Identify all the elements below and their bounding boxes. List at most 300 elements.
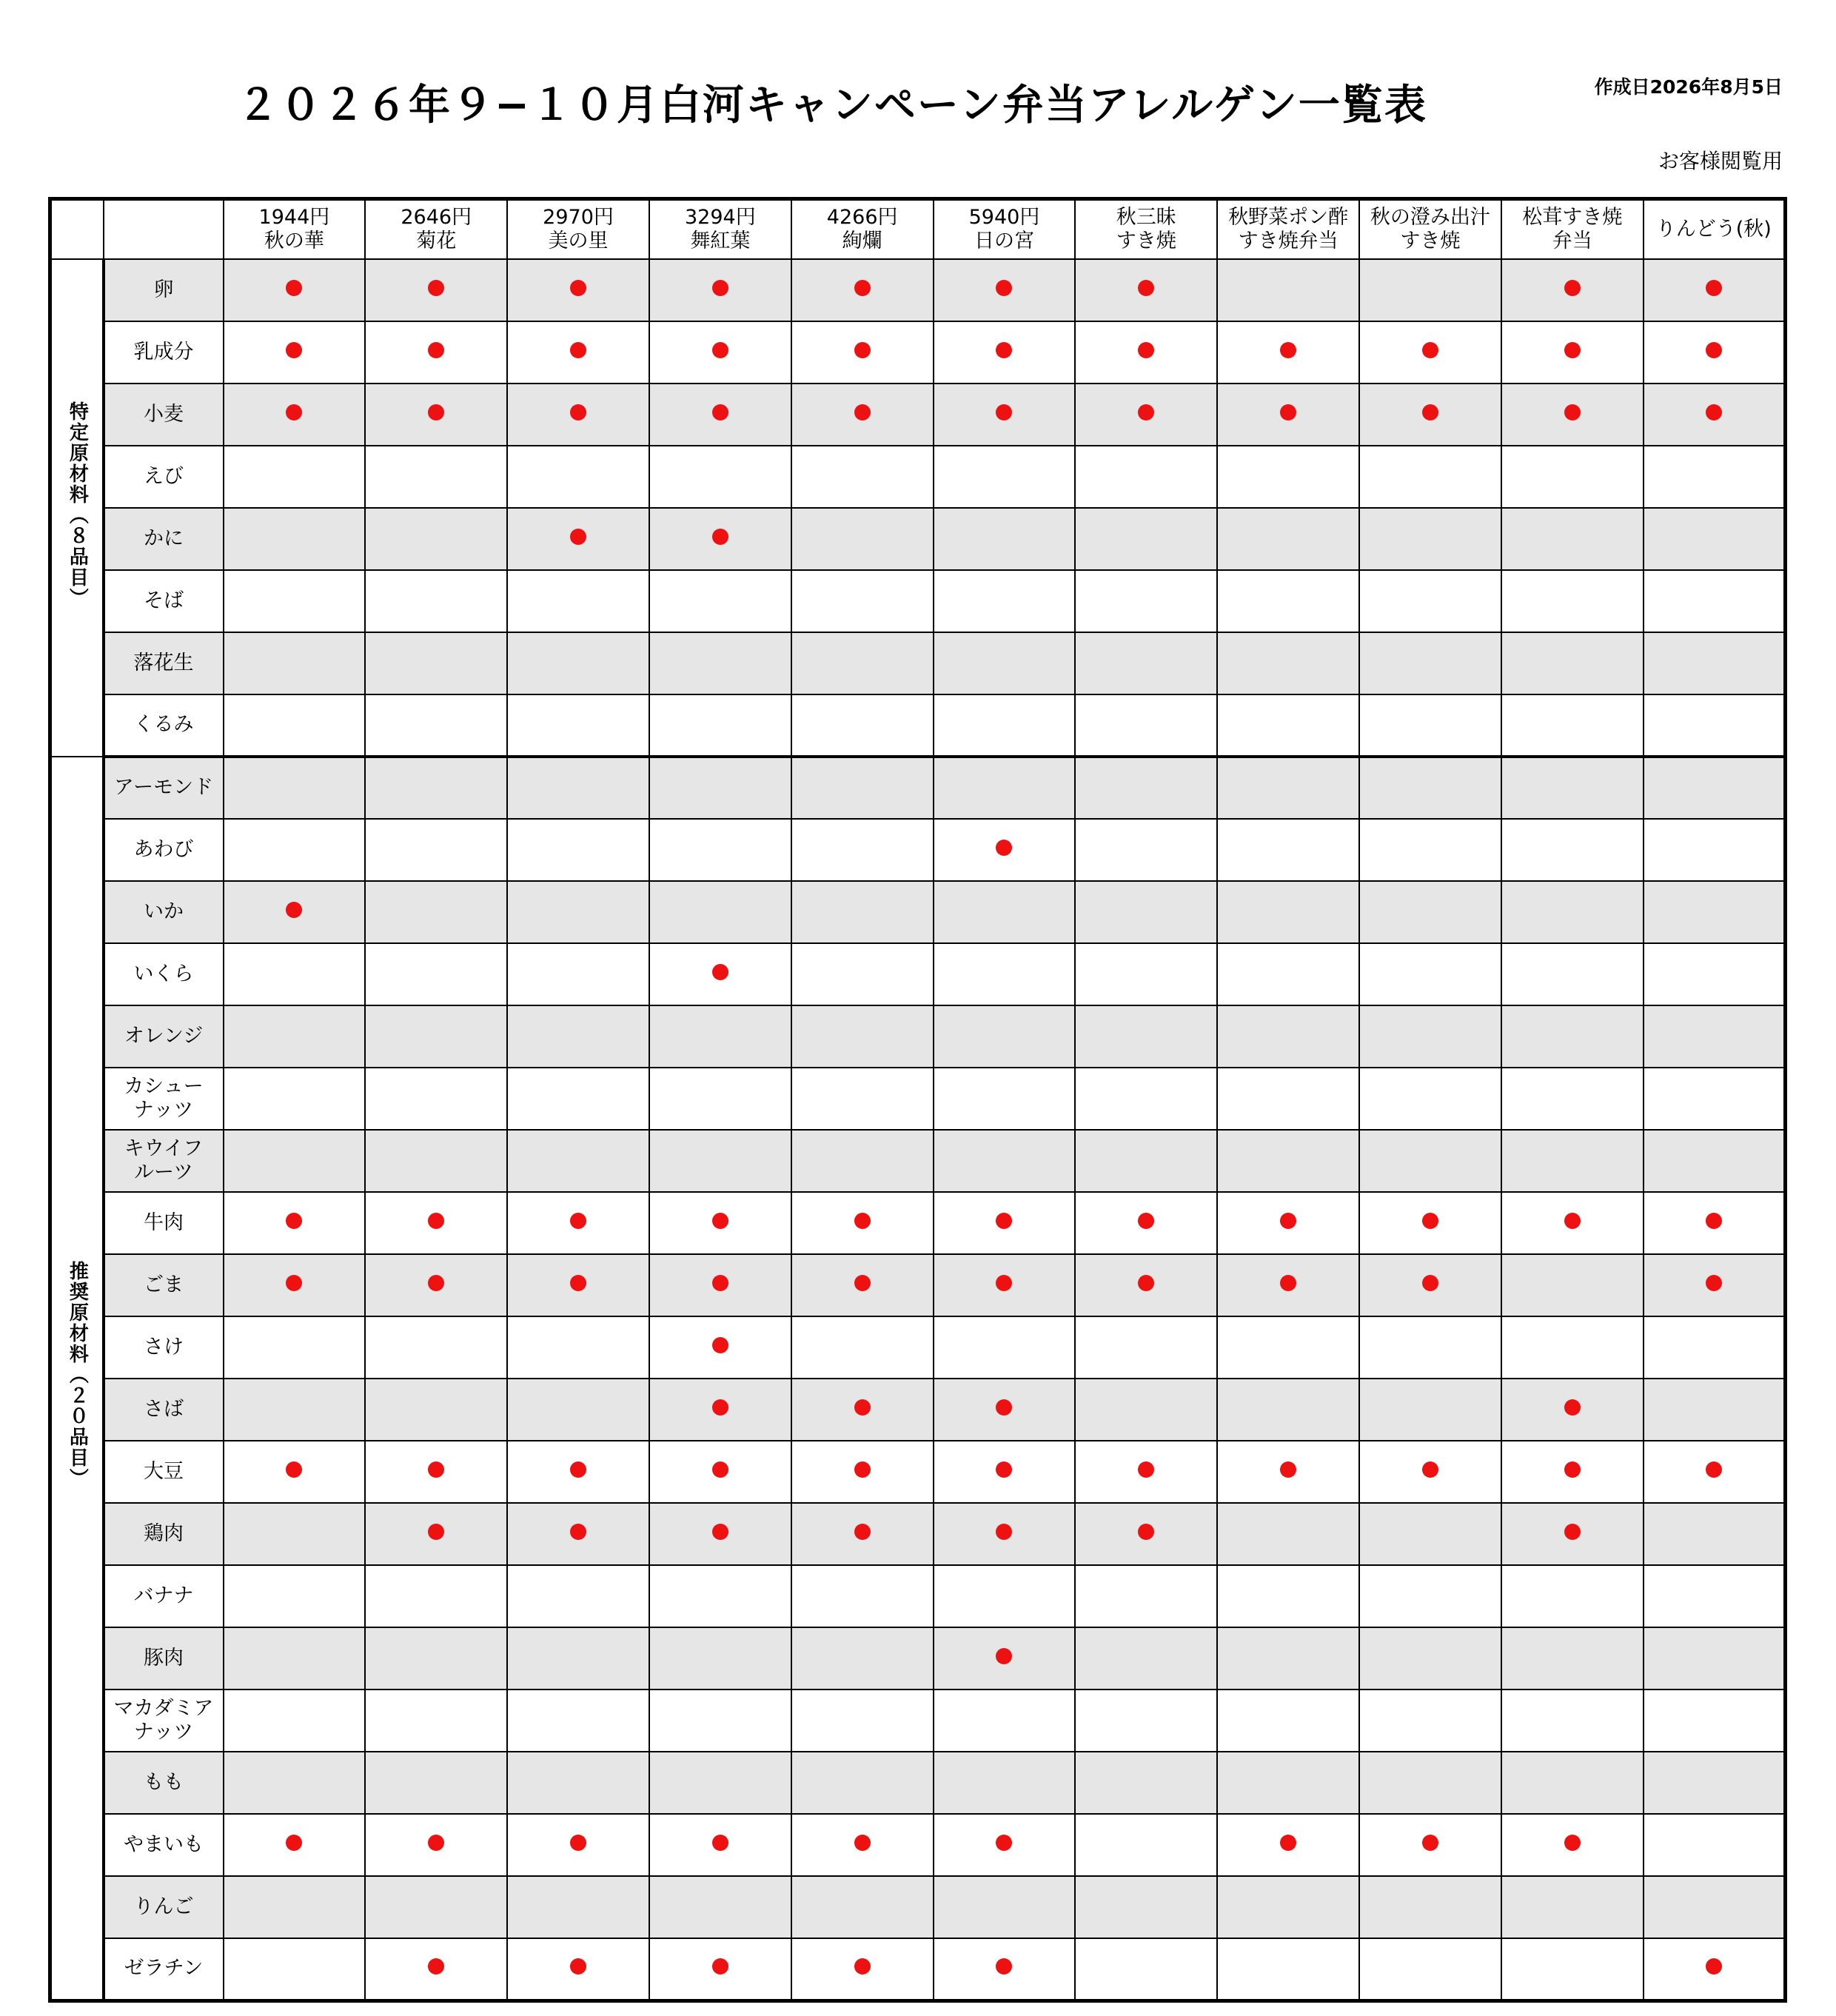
table-row	[50, 1441, 1786, 1503]
table-row	[50, 1627, 1786, 1690]
allergen-name-cell	[104, 943, 224, 1005]
allergen-cell	[791, 1627, 934, 1690]
allergen-cell	[507, 1752, 649, 1814]
table-row	[50, 446, 1786, 508]
allergen-name: キウイフ	[124, 1136, 204, 1160]
allergen-name-cell	[104, 881, 224, 943]
allergen-cell	[1217, 1565, 1359, 1627]
table-row	[50, 1565, 1786, 1627]
allergen-name-cell	[104, 694, 224, 757]
allergen-cell	[1075, 1876, 1217, 1938]
allergen-cell	[224, 446, 366, 508]
allergen-cell	[649, 819, 791, 881]
column-header-line: すき焼弁当	[1238, 230, 1339, 252]
allergen-cell	[1075, 1068, 1217, 1130]
table-row	[50, 1938, 1786, 2000]
contains-dot-icon	[286, 1835, 302, 1851]
contains-dot-icon	[286, 1461, 302, 1478]
allergen-cell	[1644, 819, 1786, 881]
allergen-cell	[1075, 570, 1217, 632]
contains-dot-icon	[1138, 404, 1154, 421]
allergen-cell	[507, 1503, 649, 1565]
corner-cell	[50, 199, 104, 260]
allergen-cell	[507, 1627, 649, 1690]
contains-dot-icon	[854, 1213, 871, 1229]
allergen-cell	[1075, 508, 1217, 570]
contains-dot-icon	[996, 280, 1012, 296]
allergen-cell	[507, 1316, 649, 1379]
allergen-cell	[1501, 384, 1644, 446]
allergen-name: アーモンド	[113, 776, 214, 800]
allergen-cell	[1644, 321, 1786, 384]
contains-dot-icon	[1422, 1835, 1438, 1851]
allergen-cell	[934, 446, 1076, 508]
allergen-cell	[365, 1503, 507, 1565]
contains-dot-icon	[570, 1213, 586, 1229]
allergen-cell	[507, 881, 649, 943]
allergen-cell	[1217, 1876, 1359, 1938]
allergen-cell	[365, 1068, 507, 1130]
contains-dot-icon	[712, 1337, 728, 1353]
column-header-5	[791, 199, 934, 260]
allergen-cell	[365, 1814, 507, 1876]
allergen-cell	[1359, 1068, 1501, 1130]
allergen-cell	[1501, 881, 1644, 943]
column-header-4	[649, 199, 791, 260]
allergen-cell	[1644, 757, 1786, 819]
contains-dot-icon	[996, 404, 1012, 421]
contains-dot-icon	[428, 280, 444, 296]
column-header-line: 絢爛	[842, 230, 882, 252]
allergen-cell	[1644, 1690, 1786, 1752]
table-row	[50, 1876, 1786, 1938]
contains-dot-icon	[570, 342, 586, 358]
allergen-name: 豚肉	[144, 1646, 184, 1670]
allergen-cell	[791, 570, 934, 632]
allergen-name-cell	[104, 259, 224, 321]
contains-dot-icon	[1564, 1835, 1581, 1851]
contains-dot-icon	[1280, 1461, 1296, 1478]
allergen-cell	[791, 757, 934, 819]
allergen-cell	[224, 570, 366, 632]
allergen-cell	[649, 694, 791, 757]
allergen-cell	[1359, 384, 1501, 446]
allergen-cell	[1501, 446, 1644, 508]
allergen-name-cell	[104, 1192, 224, 1254]
allergen-cell	[365, 1254, 507, 1316]
allergen-cell	[649, 259, 791, 321]
allergen-cell	[1359, 570, 1501, 632]
allergen-cell	[365, 508, 507, 570]
allergen-cell	[934, 1752, 1076, 1814]
allergen-cell	[1359, 259, 1501, 321]
allergen-cell	[791, 1503, 934, 1565]
allergen-cell	[1359, 943, 1501, 1005]
allergen-cell	[1501, 1814, 1644, 1876]
allergen-cell	[1501, 1254, 1644, 1316]
table-row	[50, 1316, 1786, 1379]
allergen-cell	[649, 1565, 791, 1627]
allergen-cell	[1644, 1005, 1786, 1068]
allergen-cell	[649, 943, 791, 1005]
allergen-name-cell	[104, 1441, 224, 1503]
viewer-note: お客様閲覧用	[1658, 149, 1783, 173]
allergen-cell	[791, 881, 934, 943]
contains-dot-icon	[712, 280, 728, 296]
contains-dot-icon	[1706, 1461, 1722, 1478]
allergen-cell	[507, 1565, 649, 1627]
contains-dot-icon	[286, 404, 302, 421]
allergen-cell	[224, 259, 366, 321]
allergen-cell	[649, 1192, 791, 1254]
allergen-name-cell	[104, 1254, 224, 1316]
allergen-cell	[934, 1130, 1076, 1192]
contains-dot-icon	[286, 342, 302, 358]
allergen-cell	[649, 1130, 791, 1192]
allergen-cell	[224, 881, 366, 943]
allergen-cell	[1644, 632, 1786, 694]
contains-dot-icon	[1280, 342, 1296, 358]
allergen-cell	[791, 1814, 934, 1876]
allergen-cell	[934, 1876, 1076, 1938]
allergen-cell	[365, 1005, 507, 1068]
allergen-cell	[791, 943, 934, 1005]
allergen-cell	[1501, 1752, 1644, 1814]
allergen-cell	[365, 1565, 507, 1627]
table-row	[50, 1503, 1786, 1565]
contains-dot-icon	[996, 1958, 1012, 1975]
allergen-name-cell	[104, 819, 224, 881]
column-header-line: 松茸すき焼	[1522, 205, 1623, 229]
allergen-cell	[224, 1005, 366, 1068]
column-header-1	[224, 199, 366, 260]
allergen-cell	[1217, 1752, 1359, 1814]
allergen-cell	[507, 1690, 649, 1752]
column-header-line: 弁当	[1552, 230, 1592, 252]
allergen-cell	[1075, 1379, 1217, 1441]
allergen-cell	[934, 1316, 1076, 1379]
table-row	[50, 384, 1786, 446]
allergen-cell	[1644, 570, 1786, 632]
allergen-cell	[649, 1503, 791, 1565]
allergen-cell	[1359, 1316, 1501, 1379]
allergen-cell	[1359, 1938, 1501, 2000]
allergen-name: いくら	[133, 962, 194, 985]
contains-dot-icon	[996, 1461, 1012, 1478]
allergen-cell	[224, 1752, 366, 1814]
allergen-cell	[934, 1690, 1076, 1752]
allergen-cell	[224, 1503, 366, 1565]
allergen-cell	[1501, 819, 1644, 881]
contains-dot-icon	[1280, 1835, 1296, 1851]
contains-dot-icon	[570, 1958, 586, 1975]
allergen-cell	[791, 819, 934, 881]
allergen-name: 鶏肉	[144, 1521, 184, 1545]
allergen-cell	[791, 1254, 934, 1316]
contains-dot-icon	[1280, 1275, 1296, 1291]
contains-dot-icon	[1138, 1275, 1154, 1291]
allergen-cell	[1217, 446, 1359, 508]
allergen-cell	[934, 1627, 1076, 1690]
allergen-name: カシュー	[124, 1074, 204, 1098]
allergen-cell	[791, 1068, 934, 1130]
allergen-name: マカダミア	[113, 1696, 214, 1720]
allergen-cell	[649, 1938, 791, 2000]
allergen-cell	[1501, 1441, 1644, 1503]
allergen-cell	[1644, 1938, 1786, 2000]
allergen-cell	[1644, 508, 1786, 570]
allergen-cell	[1359, 757, 1501, 819]
allergen-cell	[1359, 446, 1501, 508]
contains-dot-icon	[1280, 1213, 1296, 1229]
table-row	[50, 881, 1786, 943]
allergen-cell	[649, 1876, 791, 1938]
allergen-cell	[1644, 259, 1786, 321]
contains-dot-icon	[1564, 342, 1581, 358]
allergen-cell	[365, 632, 507, 694]
contains-dot-icon	[428, 1524, 444, 1540]
allergen-cell	[1644, 1130, 1786, 1192]
contains-dot-icon	[854, 1835, 871, 1851]
allergen-cell	[1359, 1752, 1501, 1814]
column-header-6	[934, 199, 1076, 260]
contains-dot-icon	[1422, 1275, 1438, 1291]
allergen-cell	[507, 570, 649, 632]
contains-dot-icon	[712, 1275, 728, 1291]
table-row	[50, 694, 1786, 757]
table-row	[50, 1005, 1786, 1068]
allergen-cell	[224, 1192, 366, 1254]
allergen-cell	[1644, 1627, 1786, 1690]
allergen-cell	[1359, 1130, 1501, 1192]
allergen-cell	[224, 1690, 366, 1752]
contains-dot-icon	[1564, 1213, 1581, 1229]
contains-dot-icon	[996, 342, 1012, 358]
allergen-cell	[1359, 508, 1501, 570]
allergen-cell	[224, 1441, 366, 1503]
contains-dot-icon	[712, 404, 728, 421]
allergen-name-cell	[104, 1627, 224, 1690]
allergen-cell	[1075, 757, 1217, 819]
allergen-cell	[1359, 1503, 1501, 1565]
allergen-cell	[791, 1565, 934, 1627]
allergen-cell	[1075, 1316, 1217, 1379]
allergen-cell	[934, 259, 1076, 321]
allergen-cell	[649, 384, 791, 446]
allergen-name-cell	[104, 446, 224, 508]
allergen-cell	[791, 1192, 934, 1254]
allergen-cell	[1359, 632, 1501, 694]
allergen-cell	[934, 694, 1076, 757]
allergen-cell	[649, 1005, 791, 1068]
contains-dot-icon	[286, 1213, 302, 1229]
allergen-cell	[1644, 881, 1786, 943]
column-header-10	[1501, 199, 1644, 260]
allergen-cell	[1501, 1876, 1644, 1938]
allergen-cell	[1075, 1752, 1217, 1814]
contains-dot-icon	[570, 1461, 586, 1478]
allergen-cell	[1644, 1565, 1786, 1627]
allergen-cell	[224, 943, 366, 1005]
page-title: ２０２６年９−１０月白河キャンペーン弁当アレルゲン一覧表	[237, 81, 1427, 130]
contains-dot-icon	[286, 902, 302, 918]
allergen-cell	[224, 694, 366, 757]
allergen-cell	[934, 881, 1076, 943]
allergen-cell	[1501, 1503, 1644, 1565]
allergen-cell	[1217, 1814, 1359, 1876]
allergen-cell	[1359, 1441, 1501, 1503]
allergen-cell	[934, 1938, 1076, 2000]
column-header-line: 1944円	[258, 205, 330, 229]
allergen-name-cell	[104, 321, 224, 384]
allergen-cell	[1075, 819, 1217, 881]
table-row	[50, 943, 1786, 1005]
contains-dot-icon	[1138, 1213, 1154, 1229]
contains-dot-icon	[428, 1958, 444, 1975]
contains-dot-icon	[1706, 342, 1722, 358]
allergen-cell	[649, 1379, 791, 1441]
allergen-cell	[649, 1752, 791, 1814]
allergen-name-cell	[104, 384, 224, 446]
allergen-cell	[1359, 1876, 1501, 1938]
allergen-cell	[791, 1876, 934, 1938]
column-header-8	[1217, 199, 1359, 260]
allergen-cell	[649, 1690, 791, 1752]
table-row	[50, 1254, 1786, 1316]
allergen-cell	[791, 1938, 934, 2000]
allergen-cell	[649, 881, 791, 943]
allergen-cell	[365, 881, 507, 943]
allergen-cell	[224, 1876, 366, 1938]
allergen-cell	[1075, 881, 1217, 943]
allergen-cell	[1359, 694, 1501, 757]
contains-dot-icon	[1422, 1461, 1438, 1478]
allergen-cell	[365, 757, 507, 819]
allergen-cell	[791, 1130, 934, 1192]
allergen-cell	[1075, 1690, 1217, 1752]
allergen-cell	[1359, 1814, 1501, 1876]
allergen-cell	[365, 570, 507, 632]
allergen-cell	[1501, 1690, 1644, 1752]
contains-dot-icon	[712, 342, 728, 358]
allergen-cell	[1359, 1192, 1501, 1254]
allergen-name-cell	[104, 1938, 224, 2000]
allergen-cell	[507, 446, 649, 508]
column-header-line: 秋の華	[264, 230, 324, 252]
allergen-cell	[1644, 1068, 1786, 1130]
allergen-cell	[224, 508, 366, 570]
allergen-name: 小麦	[144, 402, 184, 426]
allergen-cell	[1644, 1876, 1786, 1938]
allergen-cell	[1644, 1441, 1786, 1503]
table-row	[50, 1068, 1786, 1130]
allergen-name: ナッツ	[133, 1099, 194, 1122]
contains-dot-icon	[996, 1213, 1012, 1229]
table-row	[50, 1130, 1786, 1192]
allergen-cell	[1644, 1814, 1786, 1876]
allergen-cell	[649, 1254, 791, 1316]
allergen-name-cell	[104, 1752, 224, 1814]
allergen-name: くるみ	[133, 713, 194, 737]
allergen-name-cell	[104, 1005, 224, 1068]
contains-dot-icon	[854, 404, 871, 421]
allergen-name-cell	[104, 1503, 224, 1565]
contains-dot-icon	[428, 342, 444, 358]
allergen-cell	[649, 632, 791, 694]
contains-dot-icon	[712, 529, 728, 545]
allergen-cell	[1075, 384, 1217, 446]
allergen-cell	[934, 570, 1076, 632]
allergen-cell	[507, 943, 649, 1005]
allergen-cell	[649, 321, 791, 384]
allergen-cell	[1501, 321, 1644, 384]
contains-dot-icon	[996, 840, 1012, 856]
allergen-cell	[1217, 1068, 1359, 1130]
allergen-cell	[1501, 1005, 1644, 1068]
contains-dot-icon	[854, 1461, 871, 1478]
table-row	[50, 1192, 1786, 1254]
allergen-cell	[1075, 632, 1217, 694]
allergen-cell	[1501, 1068, 1644, 1130]
allergen-cell	[365, 1379, 507, 1441]
allergen-cell	[1217, 1690, 1359, 1752]
allergen-cell	[1644, 694, 1786, 757]
contains-dot-icon	[854, 1275, 871, 1291]
column-header-3	[507, 199, 649, 260]
contains-dot-icon	[712, 1399, 728, 1416]
allergen-cell	[1217, 570, 1359, 632]
column-header-line: りんどう(秋)	[1655, 217, 1772, 241]
allergen-cell	[1359, 1005, 1501, 1068]
table-row	[50, 570, 1786, 632]
contains-dot-icon	[570, 529, 586, 545]
allergen-cell	[791, 1690, 934, 1752]
allergen-cell	[934, 321, 1076, 384]
allergen-cell	[934, 1441, 1076, 1503]
allergen-cell	[1501, 1130, 1644, 1192]
allergen-cell	[1501, 1379, 1644, 1441]
allergen-cell	[1644, 1503, 1786, 1565]
allergen-name-cell	[104, 1565, 224, 1627]
contains-dot-icon	[1706, 1275, 1722, 1291]
allergen-cell	[224, 1254, 366, 1316]
allergen-cell	[365, 1752, 507, 1814]
allergen-cell	[507, 1005, 649, 1068]
allergen-cell	[365, 1441, 507, 1503]
allergen-cell	[224, 819, 366, 881]
table-row	[50, 819, 1786, 881]
allergen-cell	[507, 757, 649, 819]
contains-dot-icon	[712, 1213, 728, 1229]
contains-dot-icon	[712, 1835, 728, 1851]
contains-dot-icon	[1564, 404, 1581, 421]
allergen-cell	[1359, 1379, 1501, 1441]
allergen-cell	[1075, 1814, 1217, 1876]
allergen-cell	[934, 1005, 1076, 1068]
allergen-cell	[365, 1938, 507, 2000]
allergen-cell	[224, 1565, 366, 1627]
allergen-cell	[1217, 1503, 1359, 1565]
contains-dot-icon	[428, 404, 444, 421]
contains-dot-icon	[1706, 280, 1722, 296]
allergen-cell	[224, 1814, 366, 1876]
column-header-line: 美の里	[548, 230, 609, 252]
table-row	[50, 1379, 1786, 1441]
allergen-name: りんご	[133, 1895, 194, 1918]
allergen-cell	[1075, 446, 1217, 508]
allergen-cell	[934, 943, 1076, 1005]
allergen-cell	[224, 321, 366, 384]
